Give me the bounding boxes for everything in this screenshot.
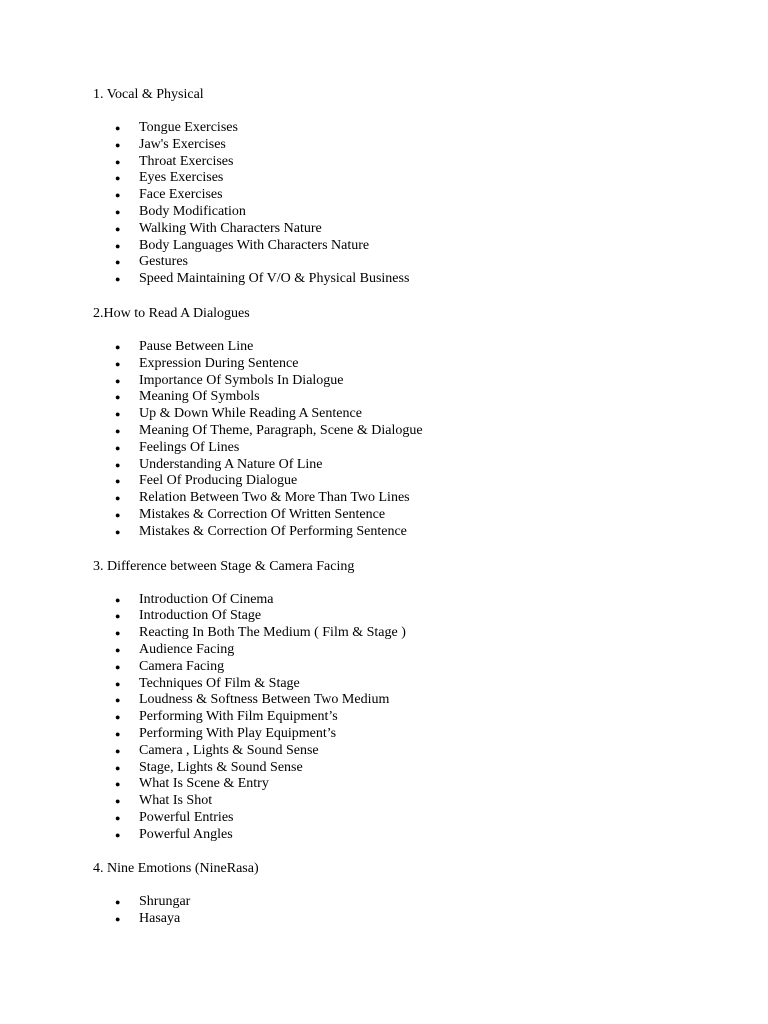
list-item <box>93 221 713 238</box>
list-item-text: Jaw's Exercises <box>139 136 226 152</box>
list-item <box>93 692 713 709</box>
list-item <box>93 406 713 423</box>
list-item <box>93 339 713 356</box>
list-item-text: Audience Facing <box>139 641 235 657</box>
bullet-icon: ● <box>115 190 121 201</box>
spacer <box>93 103 713 120</box>
bullet-list <box>93 592 713 844</box>
bullet-list <box>93 339 713 541</box>
section-heading: 4. Nine Emotions (NineRasa) <box>93 861 259 877</box>
list-item <box>93 254 713 271</box>
bullet-icon: ● <box>115 829 121 840</box>
list-item-text: Expression During Sentence <box>139 355 299 371</box>
list-item-text: Performing With Film Equipment’s <box>139 709 338 725</box>
list-item-text: Face Exercises <box>139 187 223 203</box>
list-item <box>93 726 713 743</box>
list-item <box>93 894 713 911</box>
list-item <box>93 625 713 642</box>
list-item <box>93 389 713 406</box>
bullet-icon: ● <box>115 459 121 470</box>
bullet-icon: ● <box>115 611 121 622</box>
section-heading: 3. Difference between Stage & Camera Facing <box>93 558 355 574</box>
list-item <box>93 776 713 793</box>
list-item-text: What Is Shot <box>139 793 213 809</box>
list-item <box>93 524 713 541</box>
list-item-text: Walking With Characters Nature <box>139 220 322 236</box>
list-item-text: Understanding A Nature Of Line <box>139 456 323 472</box>
list-item <box>93 473 713 490</box>
list-item-text: Powerful Angles <box>139 826 233 842</box>
bullet-icon: ● <box>115 526 121 537</box>
list-item-text: What Is Scene & Entry <box>139 776 269 792</box>
bullet-icon: ● <box>115 796 121 807</box>
list-item-text: Powerful Entries <box>139 809 234 825</box>
list-item <box>93 238 713 255</box>
spacer <box>93 322 713 339</box>
list-item <box>93 187 713 204</box>
bullet-icon: ● <box>115 123 121 133</box>
list-item <box>93 154 713 171</box>
list-item <box>93 457 713 474</box>
list-item-text: Mistakes & Correction Of Performing Sentence <box>139 523 407 539</box>
list-item-text: Throat Exercises <box>139 153 234 169</box>
list-item <box>93 440 713 457</box>
bullet-icon: ● <box>115 425 121 436</box>
bullet-icon: ● <box>115 173 121 184</box>
bullet-icon: ● <box>115 493 121 504</box>
list-item <box>93 170 713 187</box>
document-body <box>93 86 713 928</box>
list-item <box>93 137 713 154</box>
list-item-text: Stage, Lights & Sound Sense <box>139 759 303 775</box>
bullet-icon: ● <box>115 779 121 790</box>
list-item <box>93 659 713 676</box>
bullet-icon: ● <box>115 206 121 217</box>
bullet-icon: ● <box>115 745 121 756</box>
list-item <box>93 204 713 221</box>
list-item <box>93 810 713 827</box>
bullet-icon: ● <box>115 274 121 285</box>
bullet-icon: ● <box>115 628 121 639</box>
list-item-text: Camera , Lights & Sound Sense <box>139 742 319 758</box>
bullet-icon: ● <box>115 442 121 453</box>
list-item-text: Feelings Of Lines <box>139 439 240 455</box>
list-item <box>93 911 713 928</box>
bullet-list <box>93 894 713 928</box>
list-item-text: Pause Between Line <box>139 338 254 354</box>
list-item <box>93 423 713 440</box>
list-item-text: Techniques Of Film & Stage <box>139 675 300 691</box>
list-item-text: Up & Down While Reading A Sentence <box>139 406 362 422</box>
list-item-text: Gestures <box>139 254 188 270</box>
bullet-list <box>93 120 713 288</box>
spacer <box>93 877 713 894</box>
bullet-icon: ● <box>115 661 121 672</box>
list-item-text: Meaning Of Symbols <box>139 389 260 405</box>
list-item-text: Hasaya <box>139 911 181 927</box>
list-item <box>93 592 713 609</box>
list-item <box>93 760 713 777</box>
bullet-icon: ● <box>115 644 121 655</box>
list-item-text: Shrungar <box>139 894 191 910</box>
bullet-icon: ● <box>115 678 121 689</box>
bullet-icon: ● <box>115 509 121 520</box>
list-item <box>93 743 713 760</box>
bullet-icon: ● <box>115 594 121 605</box>
section-heading: 2.How to Read A Dialogues <box>93 305 250 321</box>
section-heading: 1. Vocal & Physical <box>93 87 204 102</box>
bullet-icon: ● <box>115 914 121 925</box>
list-item-text: Mistakes & Correction Of Written Sentence <box>139 506 386 522</box>
list-item-text: Relation Between Two & More Than Two Lines <box>139 490 410 506</box>
spacer <box>93 288 713 305</box>
spacer <box>93 843 713 860</box>
bullet-icon: ● <box>115 695 121 706</box>
list-item-text: Eyes Exercises <box>139 170 224 186</box>
bullet-icon: ● <box>115 358 121 369</box>
list-item-text: Introduction Of Stage <box>139 608 262 624</box>
bullet-icon: ● <box>115 812 121 823</box>
list-item <box>93 642 713 659</box>
spacer <box>93 541 713 558</box>
bullet-icon: ● <box>115 156 121 167</box>
spacer <box>93 575 713 592</box>
bullet-icon: ● <box>115 223 121 234</box>
list-item <box>93 373 713 390</box>
list-item <box>93 793 713 810</box>
list-item-text: Importance Of Symbols In Dialogue <box>139 372 344 388</box>
bullet-icon: ● <box>115 476 121 487</box>
list-item-text: Body Languages With Characters Nature <box>139 237 370 253</box>
list-item-text: Feel Of Producing Dialogue <box>139 473 298 489</box>
list-item-text: Speed Maintaining Of V/O & Physical Business <box>139 271 410 287</box>
bullet-icon: ● <box>115 392 121 403</box>
bullet-icon: ● <box>115 762 121 773</box>
list-item <box>93 356 713 373</box>
list-item-text: Reacting In Both The Medium ( Film & Stage ) <box>139 625 406 641</box>
list-item <box>93 827 713 844</box>
list-item <box>93 507 713 524</box>
list-item-text: Loudness & Softness Between Two Medium <box>139 692 390 708</box>
list-item-text: Body Modification <box>139 203 246 219</box>
list-item-text: Camera Facing <box>139 658 225 674</box>
list-item <box>93 709 713 726</box>
bullet-icon: ● <box>115 409 121 420</box>
bullet-icon: ● <box>115 728 121 739</box>
bullet-icon: ● <box>115 897 121 908</box>
bullet-icon: ● <box>115 375 121 386</box>
list-item <box>93 271 713 288</box>
list-item <box>93 608 713 625</box>
list-item <box>93 676 713 693</box>
list-item-text: Meaning Of Theme, Paragraph, Scene & Dialogue <box>139 422 423 438</box>
bullet-icon: ● <box>115 240 121 251</box>
list-item-text: Performing With Play Equipment’s <box>139 725 337 741</box>
bullet-icon: ● <box>115 257 121 268</box>
list-item <box>93 120 713 137</box>
list-item <box>93 490 713 507</box>
bullet-icon: ● <box>115 139 121 150</box>
list-item-text: Introduction Of Cinema <box>139 591 274 607</box>
bullet-icon: ● <box>115 341 121 352</box>
bullet-icon: ● <box>115 712 121 723</box>
list-item-text: Tongue Exercises <box>139 120 238 135</box>
